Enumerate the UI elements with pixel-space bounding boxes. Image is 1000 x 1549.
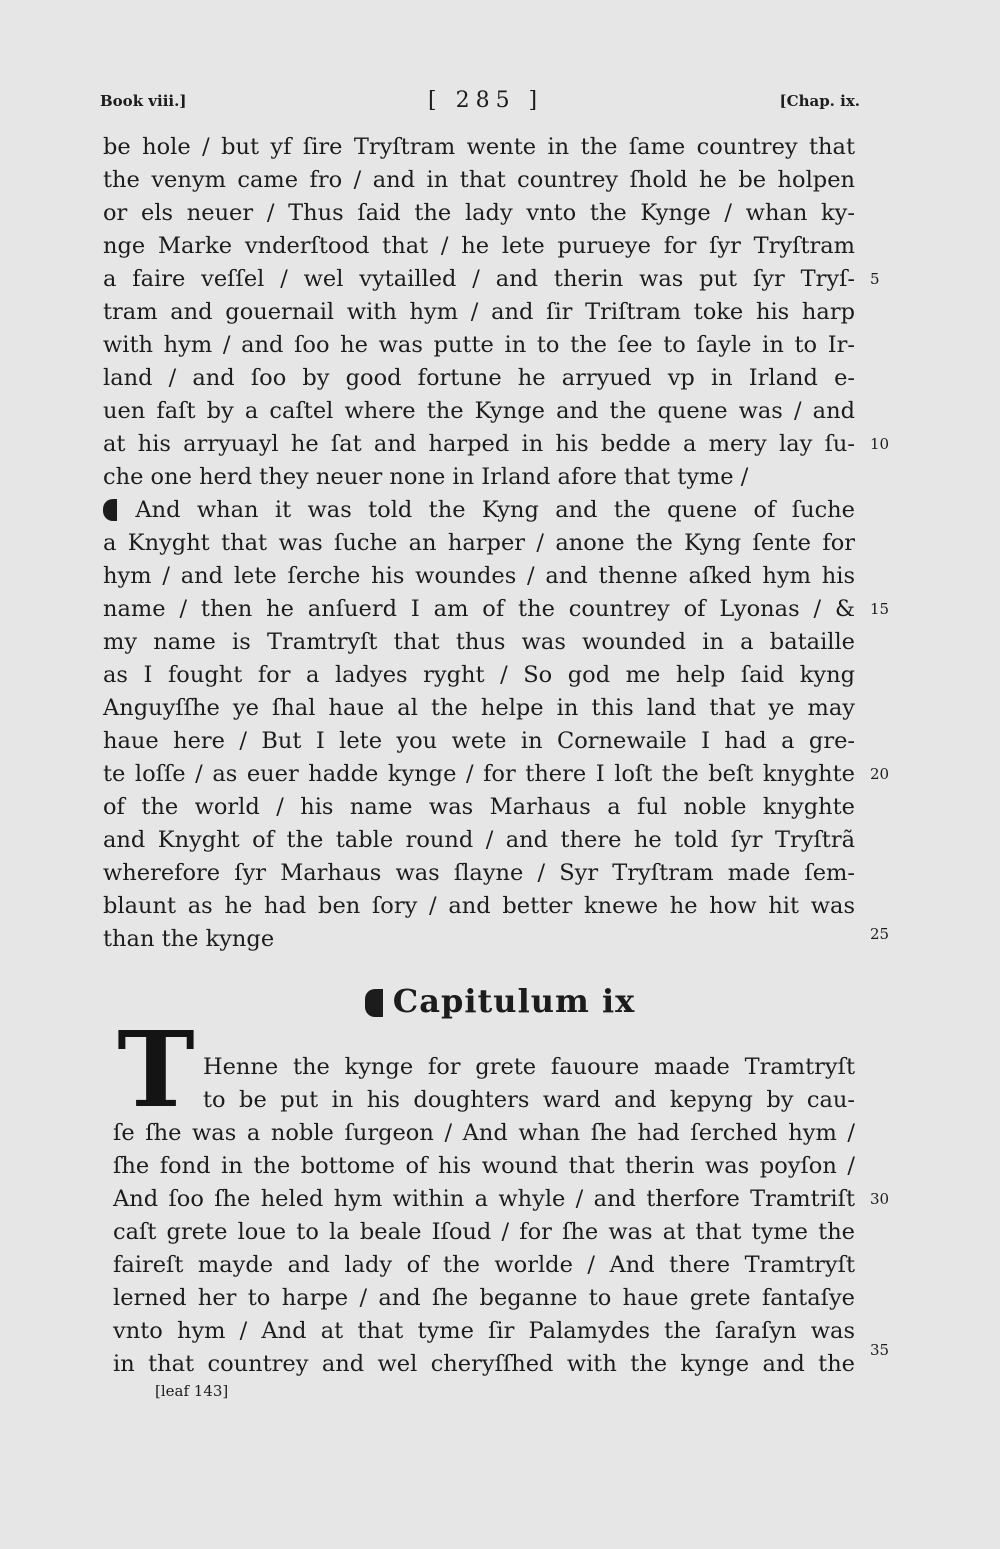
text-line: land / and ſoo by good fortune he arryued vp in Irland e- [103, 365, 855, 391]
page-number: [ 285 ] [428, 88, 544, 113]
running-head [100, 88, 860, 118]
text-line: a Knyght that was ſuche an harper / anone the Kyng ſente for [103, 530, 855, 556]
chapter-title: Capitulum ix [392, 982, 636, 1020]
text-line: Henne the kynge for grete fauoure maade Tramtryſt [203, 1054, 855, 1080]
text-line: name / then he anſuerd I am of the countrey of Lyonas / & [103, 596, 855, 622]
text-line: as I fought for a ladyes ryght / So god me help ſaid kyng [103, 662, 855, 688]
text-line: lerned her to harpe / and ſhe beganne to haue grete fantaſye [113, 1285, 855, 1311]
text-line: Anguyſſhe ye ſhal haue al the helpe in this land that ye may [103, 695, 855, 721]
text-line: the venym came fro / and in that countrey ſhold he be holpen [103, 167, 855, 193]
line-number: 20 [870, 765, 890, 783]
text-line: of the world / his name was Marhaus a ful noble knyghte [103, 794, 855, 820]
text-line: uen faſt by a caſtel where the Kynge and the quene was / and [103, 398, 855, 424]
line-number: 30 [870, 1190, 890, 1208]
line-number: 5 [870, 270, 880, 288]
text-line: vnto hym / And at that tyme ſir Palamydes the ſaraſyn was [113, 1318, 855, 1344]
line-number: 15 [870, 600, 890, 618]
line-number: 35 [870, 1341, 890, 1359]
drop-cap: T [117, 1008, 195, 1131]
text-line: caſt grete loue to la beale Iſoud / for ſhe was at that tyme the [113, 1219, 855, 1245]
line-number: 10 [870, 435, 890, 453]
text-line: at his arryuayl he ſat and harped in his bedde a mery lay ſu- [103, 431, 855, 457]
text-line-with-pilcrow [103, 494, 855, 527]
text-line: ſhe fond in the bottome of his wound that therin was poyſon / [113, 1153, 855, 1179]
text-line: wherefore ſyr Marhaus was ſlayne / Syr Tryſtram made ſem- [103, 860, 855, 886]
text-line: nge Marke vnderſtood that / he lete purueye for ſyr Tryſtram [103, 233, 855, 259]
text-line: or els neuer / Thus ſaid the lady vnto the Kynge / whan ky- [103, 200, 855, 226]
text-line: be hole / but yf ſire Tryſtram wente in the ſame countrey that [103, 134, 855, 160]
text-line: to be put in his doughters ward and kepyng by cau- [203, 1087, 855, 1113]
text-line: che one herd they neuer none in Irland afore that tyme / [103, 464, 749, 490]
text-line: my name is Tramtryſt that thus was wounded in a bataille [103, 629, 855, 655]
pilcrow-icon [365, 989, 383, 1017]
book-label: Book viii.] [100, 92, 187, 110]
text-line: a faire veſſel / wel vytailled / and therin was put ſyr Tryſ- [103, 266, 855, 292]
text-line: in that countrey and wel cheryſſhed with the kynge and the [113, 1351, 855, 1377]
text-line: ſe ſhe was a noble ſurgeon / And whan ſhe had ſerched hym / [113, 1120, 855, 1146]
text-line: than the kynge [103, 926, 275, 952]
text-line: And ſoo ſhe heled hym within a whyle / and therfore Tramtriſt [113, 1186, 855, 1212]
chapter-label: [Chap. ix. [779, 92, 860, 110]
text-line: tram and gouernail with hym / and ſir Triſtram toke his harp [103, 299, 855, 325]
text-line: te loſſe / as euer hadde kynge / for there I loſt the beſt knyghte [103, 761, 855, 787]
text-line: faireſt mayde and lady of the worlde / And there Tramtryſt [113, 1252, 855, 1278]
text-line: haue here / But I lete you wete in Cornewaile I had a gre- [103, 728, 855, 754]
pilcrow-icon [103, 499, 117, 521]
text-line: and Knyght of the table round / and there he told ſyr Tryſtrã [103, 827, 855, 853]
line-number: 25 [870, 925, 890, 943]
leaf-note: [leaf 143] [155, 1382, 229, 1400]
text-line: And whan it was told the Kyng and the quene of ſuche [135, 497, 855, 523]
text-line: blaunt as he had ben ſory / and better knewe he how hit was [103, 893, 855, 919]
text-line: hym / and lete ſerche his woundes / and thenne aſked hym his [103, 563, 855, 589]
text-line: with hym / and ſoo he was putte in to the ſee to ſayle in to Ir- [103, 332, 855, 358]
